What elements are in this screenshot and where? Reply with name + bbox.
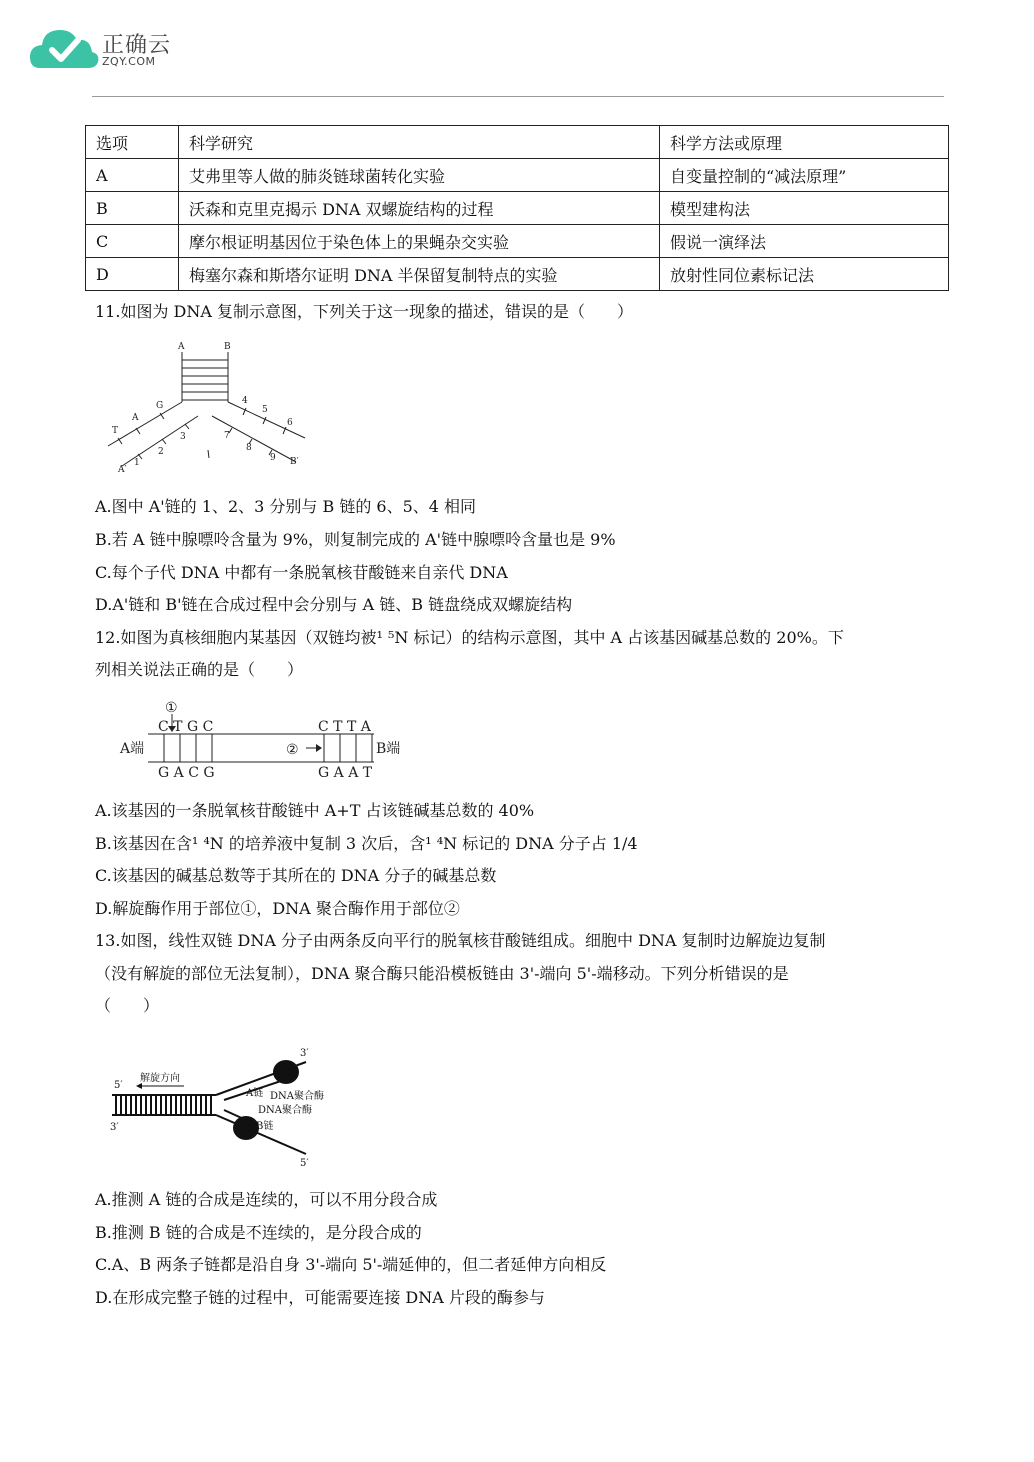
brand-name: 正确云	[102, 33, 172, 58]
table-cell: 放射性同位素标记法	[660, 258, 949, 291]
fig-label: A′	[118, 465, 127, 475]
q12-stem-line1: 12.如图为真核细胞内某基因（双链均被¹ ⁵N 标记）的结构示意图，其中 A 占该基因碱基总数的 20%。下	[95, 628, 844, 647]
three-prime-left-label: 3′	[110, 1122, 119, 1133]
polymerase-top-label: DNA聚合酶	[270, 1091, 324, 1102]
table-cell: 沃森和克里克揭示 DNA 双螺旋结构的过程	[179, 192, 660, 225]
fig-label: B′	[290, 457, 299, 467]
table-cell: D	[86, 258, 179, 291]
chain-b-label: B链	[256, 1121, 274, 1132]
q12-gene-figure	[118, 694, 418, 786]
q13-option-d: D.在形成完整子链的过程中，可能需要连接 DNA 片段的酶参与	[95, 1288, 545, 1307]
site-1-label: ①	[165, 700, 178, 716]
unwind-direction-label: 解旋方向	[140, 1073, 180, 1084]
q13-stem-line2: （没有解旋的部位无法复制），DNA 聚合酶只能沿模板链由 3'-端向 5'-端移动。下列分析错误的是	[95, 964, 789, 983]
fig-label: A	[132, 413, 139, 423]
table-row	[86, 225, 949, 258]
top-right-bases: C T T A	[318, 719, 371, 735]
q11-option-d: D.A'链和 B'链在合成过程中会分别与 A 链、B 链盘绕成双螺旋结构	[95, 595, 573, 614]
table-header-cell: 选项	[86, 126, 179, 159]
q12-option-d: D.解旋酶作用于部位①，DNA 聚合酶作用于部位②	[95, 899, 460, 918]
table-cell: A	[86, 159, 179, 192]
fig-label: 5	[262, 405, 268, 415]
table-row	[86, 258, 949, 291]
fig-label: A	[178, 342, 185, 352]
end-b-label: B端	[376, 741, 401, 757]
fig-label: 8	[246, 443, 252, 453]
chain-a-label: A链	[246, 1088, 264, 1099]
table-header-row	[86, 126, 949, 159]
table-cell: C	[86, 225, 179, 258]
polymerase-top-icon	[273, 1060, 299, 1084]
three-prime-top-label: 3′	[300, 1048, 309, 1059]
brand-domain: ZQY.COM	[102, 55, 156, 68]
table-row	[86, 159, 949, 192]
fig-label: 1	[134, 458, 140, 468]
q11-option-c: C.每个子代 DNA 中都有一条脱氧核苷酸链来自亲代 DNA	[95, 563, 508, 582]
header-divider	[92, 96, 944, 97]
table-cell: 摩尔根证明基因位于染色体上的果蝇杂交实验	[179, 225, 660, 258]
table-cell: B	[86, 192, 179, 225]
fig-label: B	[224, 342, 231, 352]
fig-label: 7	[224, 431, 230, 441]
method-table	[85, 125, 949, 291]
q13-stem-line3: （ ）	[95, 996, 160, 1015]
q13-option-c: C.A、B 两条子链都是沿自身 3'-端向 5'-端延伸的，但二者延伸方向相反	[95, 1255, 607, 1274]
table-row	[86, 192, 949, 225]
q12-option-a: A.该基因的一条脱氧核苷酸链中 A+T 占该链碱基总数的 40%	[95, 801, 535, 820]
bottom-left-bases: G A C G	[158, 765, 215, 781]
fig-label: G	[156, 401, 164, 411]
q11-option-b: B.若 A 链中腺嘌呤含量为 9%，则复制完成的 A'链中腺嘌呤含量也是 9%	[95, 530, 616, 549]
table-cell: 自变量控制的“减法原理”	[660, 159, 949, 192]
site-2-label: ②	[286, 742, 299, 758]
q13-option-b: B.推测 B 链的合成是不连续的，是分段合成的	[95, 1223, 422, 1242]
top-left-bases: C T G C	[158, 719, 214, 735]
table-cell: 假说一演绎法	[660, 225, 949, 258]
fig-label: T	[112, 426, 119, 436]
table-header-cell: 科学方法或原理	[660, 126, 949, 159]
q13-replication-fork-figure	[106, 1042, 346, 1172]
q13-stem-line1: 13.如图，线性双链 DNA 分子由两条反向平行的脱氧核苷酸链组成。细胞中 DNA 复制时边解旋边复制	[95, 931, 826, 950]
table-header-cell: 科学研究	[179, 126, 660, 159]
fig-label: 4	[242, 396, 248, 406]
fig-label: 3	[180, 432, 186, 442]
table-cell: 模型建构法	[660, 192, 949, 225]
cloud-icon	[30, 30, 98, 68]
polymerase-bottom-label: DNA聚合酶	[258, 1105, 312, 1116]
five-prime-left-label: 5′	[114, 1080, 123, 1091]
table-cell: 艾弗里等人做的肺炎链球菌转化实验	[179, 159, 660, 192]
fig-label: 9	[270, 453, 276, 463]
q12-stem-line2: 列相关说法正确的是（ ）	[95, 660, 304, 679]
q11-stem: 11.如图为 DNA 复制示意图，下列关于这一现象的描述，错误的是（ ）	[95, 302, 634, 321]
table-cell: 梅塞尔森和斯塔尔证明 DNA 半保留复制特点的实验	[179, 258, 660, 291]
end-a-label: A端	[120, 741, 145, 757]
q13-option-a: A.推测 A 链的合成是连续的，可以不用分段合成	[95, 1190, 438, 1209]
q11-replication-figure	[100, 338, 320, 480]
q12-option-b: B.该基因在含¹ ⁴N 的培养液中复制 3 次后，含¹ ⁴N 标记的 DNA 分子占 1/4	[95, 834, 638, 853]
five-prime-bottom-label: 5′	[300, 1158, 309, 1169]
bottom-right-bases: G A A T	[318, 765, 373, 781]
q12-option-c: C.该基因的碱基总数等于其所在的 DNA 分子的碱基总数	[95, 866, 497, 885]
fig-label: 2	[158, 447, 164, 457]
q11-option-a: A.图中 A'链的 1、2、3 分别与 B 链的 6、5、4 相同	[95, 497, 477, 516]
fig-label: 6	[287, 418, 293, 428]
